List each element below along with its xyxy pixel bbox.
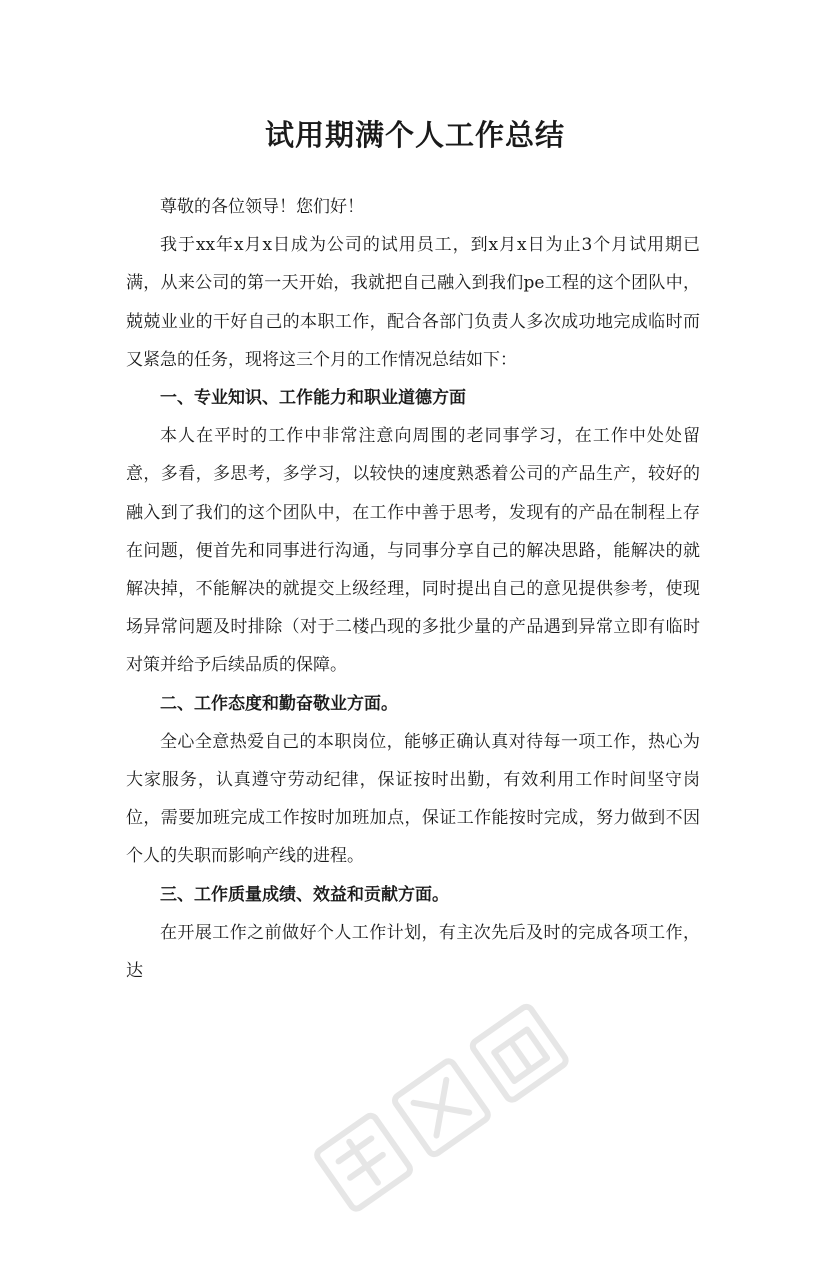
section-2-paragraph: 全心全意热爱自己的本职岗位，能够正确认真对待每一项工作，热心为大家服务，认真遵守劳动纪律，保证按时出勤，有效利用工作时间坚守岗位，需要加班完成工作按时加班加点，保证工作能按时完成，努力做到不因个人的失职而影响产线的进程。 xyxy=(126,731,700,867)
intro-paragraph: 我于xx年x月x日成为公司的试用员工，到x月x日为止3个月试用期已满，从来公司的第一天开始，我就把自己融入到我们pe工程的这个团队中，兢兢业业的干好自己的本职工作，配合各部门负责人多次成功地完成临时而又紧急的任务，现将这三个月的工作情况总结如下： xyxy=(126,235,700,370)
section-3-paragraph: 在开展工作之前做好个人工作计划，有主次先后及时的完成各项工作，达 xyxy=(126,922,700,982)
section-heading-3: 三、工作质量成绩、效益和贡献方面。 xyxy=(160,884,449,905)
document-title: 试用期满个人工作总结 xyxy=(264,118,565,152)
watermark-logo xyxy=(281,968,619,1271)
section-heading-1: 一、专业知识、工作能力和职业道德方面 xyxy=(160,388,466,409)
section-heading-2: 二、工作态度和勤奋敬业方面。 xyxy=(160,693,398,714)
section-1-paragraph: 本人在平时的工作中非常注意向周围的老同事学习，在工作中处处留意，多看，多思考，多学习，以较快的速度熟悉着公司的产品生产，较好的融入到了我们的这个团队中，在工作中善于思考，发现有的产品在制程上存在问题，便首先和同事进行沟通，与同事分享自己的解决思路，能解决的就解决掉，不能解决的就提交上级经理，同时提出自己的意见提供参考，使现场异常问题及时排除（对于二楼凸现的多批少量的产品遇到异常立即有临时对策并给予后续品质的保障。 xyxy=(126,426,700,676)
document-body xyxy=(126,188,700,990)
greeting-paragraph: 尊敬的各位领导！您们好！ xyxy=(160,197,364,217)
